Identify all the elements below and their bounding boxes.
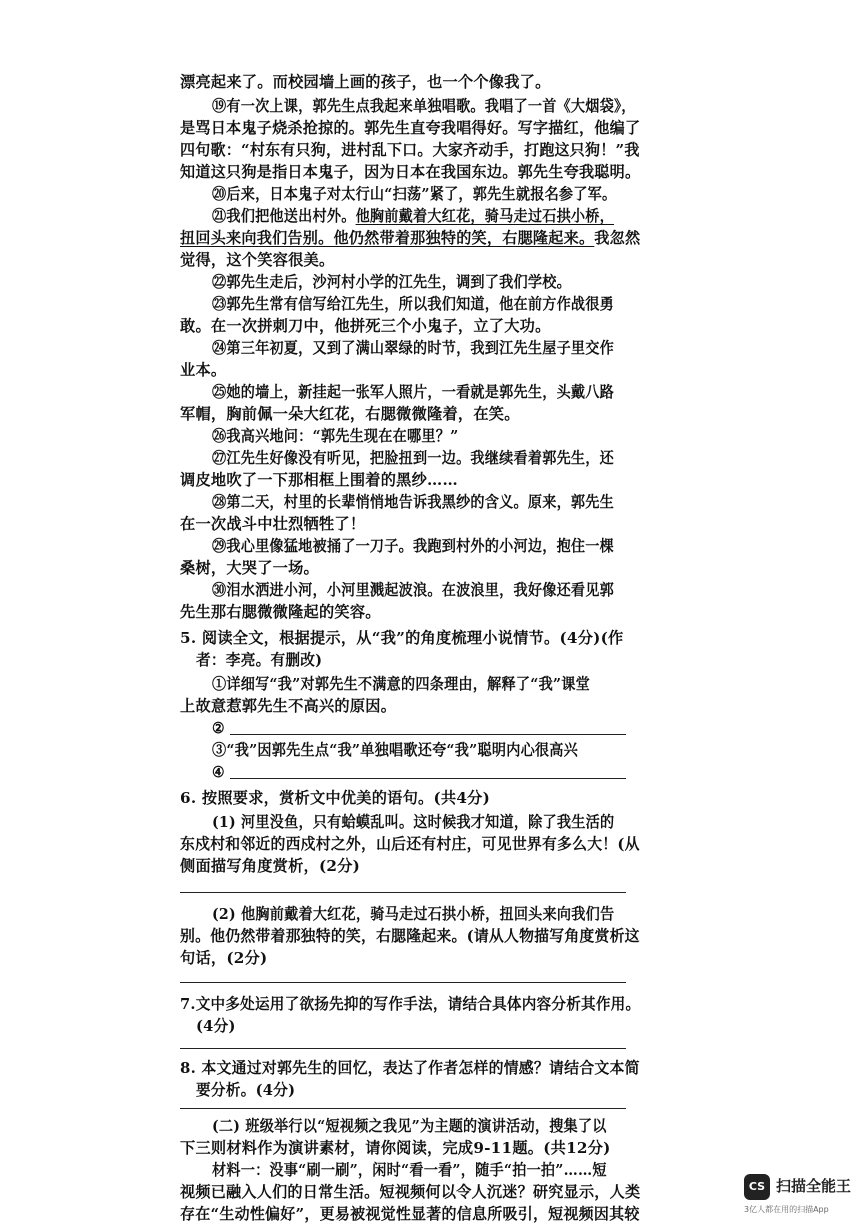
text-line: 调皮地吹了一下那相框上围着的黑纱…… bbox=[180, 471, 458, 489]
text-line: 军帽，胸前佩一朵大红花，右腮微微隆着，在笑。 bbox=[180, 405, 520, 423]
section-2-intro: (二) 班级举行以“短视频之我见”为主题的演讲活动，搜集了以 bbox=[212, 1117, 607, 1135]
paragraph-20: ⑳后来，日本鬼子对太行山“扫荡”紧了，郭先生就报名参了军。 bbox=[212, 185, 617, 203]
paragraph-24: ㉔第三年初夏，又到了满山翠绿的时节，我到江先生屋子里交作 bbox=[212, 339, 614, 357]
paragraph-30: ㉚泪水洒进小河，小河里溅起波浪。在波浪里，我好像还看见郭 bbox=[212, 581, 614, 599]
watermark-name: 扫描全能王 bbox=[776, 1177, 852, 1195]
text-line: (4分) bbox=[196, 1017, 236, 1035]
text-line: 东戍村和邻近的西戍村之外，山后还有村庄，可见世界有多么大！(从 bbox=[180, 835, 640, 853]
text-line: 在一次战斗中壮烈牺牲了！ bbox=[180, 515, 366, 533]
q5-item-3: ③“我”因郭先生点“我”单独唱歌还夸“我”聪明内心很高兴 bbox=[212, 741, 578, 759]
q6-part-2: (2) 他胸前戴着大红花，骑马走过石拱小桥，扭回头来向我们告 bbox=[212, 905, 615, 923]
question-7: 7.文中多处运用了欲扬先抑的写作手法，请结合具体内容分析其作用。 bbox=[180, 995, 641, 1013]
paragraph-22: ㉒郭先生走后，沙河村小学的江先生，调到了我们学校。 bbox=[212, 273, 571, 291]
text-line: 句话，(2分) bbox=[180, 949, 268, 967]
question-5: 5. 阅读全文，根据提示，从“我”的角度梳理小说情节。(4分)(作 bbox=[180, 629, 624, 647]
q5-item-1: ①详细写“我”对郭先生不满意的四条理由，解释了“我”课堂 bbox=[212, 675, 591, 693]
q6-part-1: (1) 河里没鱼，只有蛤蟆乱叫。这时候我才知道，除了我生活的 bbox=[212, 813, 615, 831]
watermark-tagline: 3亿人都在用的扫描App bbox=[744, 1205, 829, 1214]
answer-line[interactable] bbox=[180, 1108, 626, 1109]
underlined-sentence: 他胸前戴着大红花，骑马走过石拱小桥， bbox=[355, 207, 614, 225]
paragraph-26: ㉖我高兴地问：“郭先生现在在哪里？” bbox=[212, 427, 459, 445]
text-line: 视频已融入人们的日常生活。短视频何以令人沉迷？研究显示，人类 bbox=[180, 1183, 641, 1201]
text-line: 上故意惹郭先生不高兴的原因。 bbox=[180, 697, 397, 715]
text-line: 先生那右腮微微隆起的笑容。 bbox=[180, 603, 381, 621]
answer-line[interactable] bbox=[230, 778, 626, 779]
question-5-source: 者：李亮。有删改) bbox=[196, 651, 323, 669]
paragraph-28: ㉘第二天，村里的长辈悄悄地告诉我黑纱的含义。原来，郭先生 bbox=[212, 493, 614, 511]
answer-line[interactable] bbox=[180, 892, 626, 893]
text-run: 我忽然 bbox=[594, 229, 641, 247]
material-1: 材料一：没事“刷一刷”，闲时“看一看”，随手“拍一拍”……短 bbox=[212, 1161, 607, 1179]
text-line: 知道这只狗是指日本鬼子，因为日本在我国东边。郭先生夸我聪明。 bbox=[180, 163, 641, 181]
text-line: 下三则材料作为演讲素材，请你阅读，完成9-11题。(共12分) bbox=[180, 1139, 611, 1157]
text-line: 敢。在一次拼刺刀中，他拼死三个小鬼子，立了大功。 bbox=[180, 317, 551, 335]
paragraph-23: ㉓郭先生常有信写给江先生，所以我们知道，他在前方作战很勇 bbox=[212, 295, 614, 313]
paragraph-21 bbox=[212, 206, 640, 226]
text-run: ㉑我们把他送出村外。 bbox=[212, 207, 356, 225]
camscanner-logo-icon: CS bbox=[744, 1174, 770, 1200]
paragraph-29: ㉙我心里像猛地被捅了一刀子。我跑到村外的小河边，抱住一棵 bbox=[212, 537, 614, 555]
text-line: 是骂日本鬼子烧杀抢掠的。郭先生直夸我唱得好。写字描红，他编了 bbox=[180, 119, 641, 137]
answer-line[interactable] bbox=[180, 1048, 626, 1049]
answer-line[interactable] bbox=[180, 982, 626, 983]
question-8: 8. 本文通过对郭先生的回忆，表达了作者怎样的情感？请结合文本简 bbox=[180, 1059, 640, 1077]
text-line: 四句歌：“村东有只狗，进村乱下口。大家齐动手，打跑这只狗！”我 bbox=[180, 141, 640, 159]
text-line: 存在“生动性偏好”，更易被视觉性显著的信息所吸引，短视频因其较 bbox=[180, 1205, 640, 1223]
text-line: 桑树，大哭了一场。 bbox=[180, 559, 319, 577]
paragraph-25: ㉕她的墙上，新挂起一张军人照片，一看就是郭先生，头戴八路 bbox=[212, 383, 614, 401]
answer-line[interactable] bbox=[230, 734, 626, 735]
q5-item-4-label: ④ bbox=[212, 763, 225, 781]
scanner-watermark bbox=[744, 1170, 854, 1220]
text-line: 侧面描写角度赏析，(2分) bbox=[180, 857, 361, 875]
question-6: 6. 按照要求，赏析文中优美的语句。(共4分) bbox=[180, 789, 491, 807]
text-line bbox=[180, 228, 641, 248]
text-line: 要分析。(4分) bbox=[196, 1081, 296, 1099]
paragraph-19: ⑲有一次上课，郭先生点我起来单独唱歌。我唱了一首《大烟袋》， bbox=[212, 97, 636, 115]
text-line: 别。他仍然带着那独特的笑，右腮隆起来。(请从人物描写角度赏析这 bbox=[180, 927, 640, 945]
text-line: 漂亮起来了。而校园墙上画的孩子，也一个个像我了。 bbox=[180, 73, 551, 91]
underlined-sentence: 扭回头来向我们告别。他仍然带着那独特的笑，右腮隆起来。 bbox=[180, 229, 595, 247]
paragraph-27: ㉗江先生好像没有听见，把脸扭到一边。我继续看着郭先生，还 bbox=[212, 449, 614, 467]
q5-item-2-label: ② bbox=[212, 719, 225, 737]
text-line: 觉得，这个笑容很美。 bbox=[180, 251, 335, 269]
text-line: 业本。 bbox=[180, 361, 227, 379]
